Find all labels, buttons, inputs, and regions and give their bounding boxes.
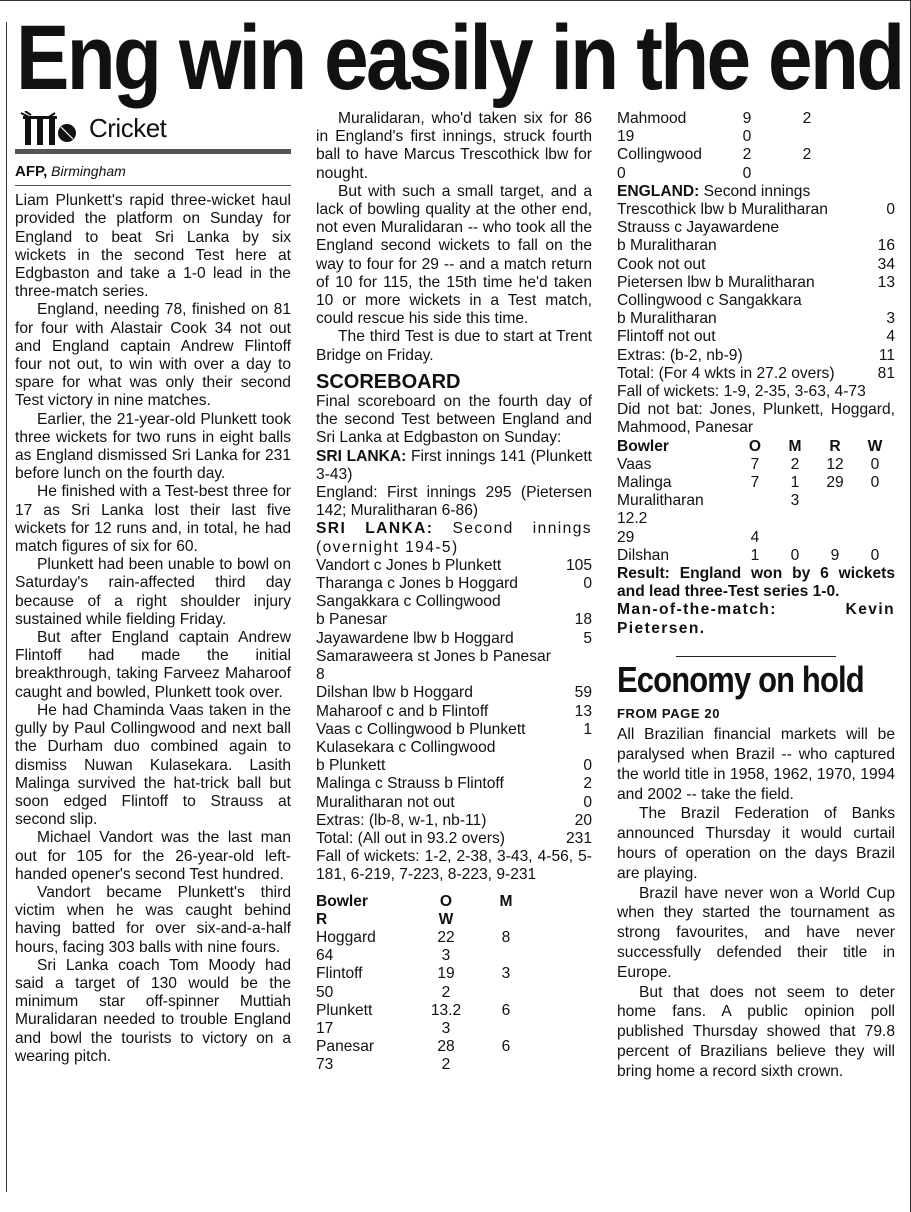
- batsman-entry: Muralitharan not out: [316, 793, 455, 811]
- story-divider: [676, 656, 836, 657]
- story-paragraph: Michael Vandort was the last man out for 105 for the 26-year-old left-handed opener's second Test hundred.: [15, 829, 291, 883]
- bowling-cell: O: [439, 892, 453, 910]
- bowling-cell: [815, 529, 855, 547]
- agency: AFP,: [15, 163, 48, 180]
- story-paragraph: Plunkett had been unable to bowl on Saturday's rain-affected third day because of a right shoulder injury sustained while fielding Friday.: [15, 556, 291, 628]
- bowling-cell: [815, 492, 855, 528]
- bowling-cell: 0: [870, 474, 880, 492]
- batsman-runs: 16: [877, 237, 895, 255]
- bowling-cell: 29: [826, 474, 844, 492]
- scoreboard-batting-row: [316, 557, 592, 575]
- batsman-entry: Tharanga c Jones b Hoggard: [316, 575, 518, 593]
- batsman-runs: 18: [574, 611, 592, 629]
- bowling-cell: [476, 911, 536, 929]
- economy-from-page: FROM PAGE 20: [617, 706, 721, 722]
- bowling-cell: 2: [441, 983, 451, 1001]
- batsman-entry: Maharoof c and b Flintoff: [316, 702, 489, 720]
- story-paragraph: He finished with a Test-best three for 17 as Sri Lanka lost their last five wickets for 12 runs and, in total, he had match figures of six for 60.: [15, 483, 291, 556]
- bowling-cell: 9: [830, 546, 840, 564]
- bowling-cell: 12: [826, 455, 844, 473]
- bowling-cell: Dilshan: [617, 546, 670, 564]
- batsman-runs: 11: [878, 346, 895, 364]
- bowling-cell: 64: [316, 947, 334, 965]
- section-rule: [15, 149, 291, 154]
- scoreboard-batting-row: [316, 575, 592, 593]
- dateline-place: Birmingham: [51, 163, 126, 179]
- batsman-runs: 20: [574, 811, 592, 829]
- batsman-runs: 0: [583, 757, 592, 775]
- bowling-cell: Hoggard: [316, 928, 376, 946]
- bowling-cell: 2: [790, 455, 800, 473]
- bowling-cell: Malinga: [617, 474, 672, 492]
- story-paragraph: The third Test is due to start at Trent Bridge on Friday.: [316, 328, 592, 364]
- man-of-the-match: Man-of-the-match: Kevin Pietersen.: [617, 601, 895, 637]
- scoreboard-batting-row: [617, 201, 895, 219]
- bowling-cell: [735, 492, 775, 528]
- left-rule: [6, 22, 7, 1192]
- batsman-runs: 13: [574, 702, 592, 720]
- bowling-cell: [775, 529, 815, 547]
- batsman-entry: Total: (For 4 wkts in 27.2 overs): [617, 364, 835, 382]
- scoreboard-batting-row: [316, 830, 592, 848]
- eng-bowling-table: [617, 438, 895, 565]
- batsman-entry: Extras: (b-2, nb-9): [617, 346, 743, 364]
- bowling-cell: 0: [617, 164, 626, 182]
- bowling-cell: 3: [441, 947, 451, 965]
- bowling-cell: W: [867, 437, 883, 455]
- bowling-cell: 3: [441, 1019, 451, 1037]
- bowling-cell: Muralitharan 12.2: [617, 492, 704, 528]
- bowling-cell: Mahmood: [617, 110, 687, 127]
- story-paragraph: Vandort became Plunkett's third victim when he was caught behind having batted for over six-and-a-half hours, facing 303 balls with nine fours.: [15, 883, 291, 956]
- batsman-runs: 4: [886, 328, 895, 346]
- batsman-entry: Collingwood c Sangakkara: [617, 292, 802, 310]
- scoreboard-batting-row: [316, 794, 592, 812]
- scoreboard-batting-row: [617, 310, 895, 328]
- eng-first-innings: England: First innings 295 (Pietersen 142; Muralitharan 6-86): [316, 484, 592, 520]
- column-2: [316, 110, 592, 1075]
- eng-fall-of-wickets: Fall of wickets: 1-9, 2-35, 3-63, 4-73: [617, 383, 866, 401]
- bowling-cell: 7: [750, 455, 760, 473]
- bowling-cell: 28: [437, 1038, 455, 1056]
- scoreboard-intro: Final scoreboard on the fourth day of the second Test between England and Sri Lanka at Edgbaston on Sunday:: [316, 393, 592, 447]
- scoreboard-batting-row: [316, 721, 592, 739]
- batsman-entry: Vandort c Jones b Plunkett: [316, 556, 502, 574]
- economy-paragraph: Brazil have never won a World Cup when they started the tournament as strong favourites, and have never successfully defended their title in Europe.: [617, 884, 895, 981]
- bowling-cell: 29: [617, 528, 635, 546]
- batsman-entry: Jayawardene lbw b Hoggard: [316, 629, 514, 647]
- story-paragraph: Earlier, the 21-year-old Plunkett took three wickets for two runs in eight balls as England dismissed Sri Lanka for 231 before lunch on the fourth day.: [15, 410, 291, 483]
- bowling-cell: 2: [802, 146, 812, 164]
- bowling-cell: Vaas: [617, 455, 652, 473]
- batsman-runs: 105: [565, 556, 592, 574]
- sl-bowling-table-continued: [617, 110, 895, 183]
- section-header: [15, 110, 291, 146]
- bowling-cell: 2: [802, 110, 812, 127]
- story-paragraph: He had Chaminda Vaas taken in the gully by Paul Collingwood and next ball the Durham duo combined again to dismiss Nuwan Kulasekara. Lasith Malinga survived the hat-trick ball but soon edged Flintoff to Strauss at second slip.: [15, 701, 291, 829]
- bowling-cell: 50: [316, 983, 334, 1001]
- bowling-cell: 1: [750, 546, 760, 564]
- bowling-cell: Bowler: [316, 892, 368, 910]
- bowling-cell: Panesar: [316, 1038, 375, 1056]
- bowling-cell: 6: [501, 1038, 511, 1056]
- bowling-cell: 73: [316, 1056, 334, 1074]
- dateline-rule: [15, 185, 291, 186]
- bowling-cell: 19: [437, 965, 455, 983]
- bowling-cell: Flintoff: [316, 965, 363, 983]
- batsman-entry: Dilshan lbw b Hoggard: [316, 684, 473, 702]
- bowling-cell: Plunkett: [316, 1001, 373, 1019]
- bowling-cell: 0: [790, 546, 800, 564]
- scoreboard-batting-row: [617, 328, 895, 346]
- bowling-cell: 4: [750, 528, 760, 546]
- bowling-cell: 3: [501, 965, 511, 983]
- sl-bowling-table: [316, 893, 592, 1075]
- bowling-cell: [777, 128, 837, 146]
- scoreboard-batting-row: [316, 648, 592, 666]
- story-paragraph: England, needing 78, finished on 81 for four with Alastair Cook 34 not out and England captain Andrew Flintoff four not out, to win with over a day to spare for what was only their second Test victory in nine matches.: [15, 301, 291, 410]
- column-3: [617, 110, 895, 1082]
- batsman-entry: Pietersen lbw b Muralitharan: [617, 273, 815, 291]
- scoreboard-batting-row: [617, 274, 895, 292]
- batsman-entry: Trescothick lbw b Muralitharan: [617, 201, 828, 219]
- bowling-cell: [476, 1056, 536, 1074]
- story-paragraph: But after England captain Andrew Flintoff had made the initial breakthrough, taking Farveez Maharoof caught and bowled, Plunkett took over.: [15, 629, 291, 701]
- bowling-cell: 0: [742, 128, 752, 146]
- story-paragraph: Sri Lanka coach Tom Moody had said a target of 130 would be the minimum star off-spinner Muttiah Muralidaran needed to trouble England and bowl the tourists to victory on a wearing pitch.: [15, 956, 291, 1065]
- scoreboard-batting-row: [617, 292, 895, 310]
- bowling-cell: M: [788, 437, 802, 455]
- sl-second-innings: SRI LANKA: Second innings (overnight 194-5): [316, 520, 592, 556]
- batsman-entry: b Panesar: [316, 611, 388, 629]
- batsman-runs: 34: [877, 255, 895, 273]
- eng-second-innings: ENGLAND: Second innings: [617, 182, 811, 200]
- batsman-runs: 0: [583, 575, 592, 593]
- scoreboard-batting-row: [316, 630, 592, 648]
- scoreboard-title: SCOREBOARD: [316, 370, 461, 393]
- batsman-runs: 2: [583, 775, 592, 793]
- batsman-runs: 0: [886, 201, 895, 219]
- scoreboard-batting-row: [617, 219, 895, 237]
- scoreboard-batting-row: [617, 347, 895, 365]
- batsman-entry: Strauss c Jayawardene: [617, 219, 780, 237]
- scoreboard-batting-row: [617, 237, 895, 255]
- batsman-entry: Vaas c Collingwood b Plunkett: [316, 720, 526, 738]
- batsman-runs: 3: [886, 310, 895, 328]
- bowling-cell: W: [438, 910, 454, 928]
- bowling-cell: [476, 984, 536, 1002]
- bowling-cell: [855, 529, 895, 547]
- bowling-cell: 3: [790, 492, 800, 510]
- batsman-entry: Cook not out: [617, 255, 706, 273]
- bowling-cell: 2: [441, 1056, 451, 1074]
- scoreboard-batting-row: [316, 666, 592, 684]
- sl-batting-list: [316, 557, 592, 848]
- batsman-runs: 1: [583, 720, 592, 738]
- bowling-cell: 22: [437, 928, 455, 946]
- bowling-cell: 17: [316, 1019, 334, 1037]
- bowling-cell: [476, 947, 536, 965]
- bowling-cell: R: [316, 910, 328, 928]
- bowling-cell: 19: [617, 128, 635, 146]
- batsman-entry: Total: (All out in 93.2 overs): [316, 829, 505, 847]
- did-not-bat: Did not bat: Jones, Plunkett, Hoggard, Mahmood, Panesar: [617, 401, 895, 437]
- bowling-cell: 8: [501, 928, 511, 946]
- story-paragraph: Liam Plunkett's rapid three-wicket haul provided the platform on Sunday for England to beat Sri Lanka by six wickets in the second Test here at Edgbaston and take a 1-0 lead in the three-match series.: [15, 192, 291, 301]
- headline: Eng win easily in the end: [16, 7, 903, 109]
- batsman-entry: 8: [316, 666, 325, 684]
- scoreboard-batting-row: [617, 256, 895, 274]
- batsman-entry: Malinga c Strauss b Flintoff: [316, 775, 504, 793]
- section-label: Cricket: [89, 112, 167, 143]
- cricket-stumps-icon: [15, 111, 87, 145]
- batsman-entry: b Muralitharan: [617, 310, 717, 328]
- bowling-cell: [855, 492, 895, 528]
- scoreboard-batting-row: [316, 611, 592, 629]
- bowling-cell: O: [748, 437, 762, 455]
- batsman-runs: 13: [877, 273, 895, 291]
- bowling-cell: M: [499, 892, 513, 910]
- story-paragraph: But with such a small target, and a lack of bowling quality at the other end, not even Muralidaran -- who took all the England second wickets to fall on the way to four for 29 -- and a match return of 10 for 115, the 15th time he'd taken 10 or more wickets in a Test match, could rescue his side this time.: [316, 182, 592, 328]
- match-result: Result: England won by 6 wickets and lead three-Test series 1-0.: [617, 565, 895, 601]
- batsman-entry: Extras: (lb-8, w-1, nb-11): [316, 811, 487, 829]
- bowling-cell: 0: [870, 455, 880, 473]
- bowling-cell: 1: [790, 474, 800, 492]
- batsman-entry: Sangakkara c Collingwood: [316, 593, 501, 611]
- scoreboard-batting-row: [316, 593, 592, 611]
- economy-paragraph: All Brazilian financial markets will be paralysed when Brazil -- who captured the world title in 1958, 1962, 1970, 1994 and 2002 -- take the field.: [617, 726, 895, 803]
- economy-story: [617, 725, 895, 1081]
- batsman-runs: 231: [565, 829, 592, 847]
- bowling-cell: R: [829, 437, 841, 455]
- bowling-cell: 2: [742, 146, 752, 164]
- sl-first-innings: SRI LANKA: First innings 141 (Plunkett 3-43): [316, 447, 593, 483]
- batsman-runs: 0: [583, 793, 592, 811]
- economy-paragraph: The Brazil Federation of Banks announced Thursday it would curtail hours of operation on the days Brazil are playing.: [617, 805, 895, 882]
- dateline: [15, 162, 291, 181]
- bowling-cell: Bowler: [617, 437, 669, 455]
- batsman-entry: Flintoff not out: [617, 328, 716, 346]
- bowling-cell: Collingwood: [617, 146, 702, 164]
- batsman-entry: Samaraweera st Jones b Panesar: [316, 647, 551, 665]
- scoreboard-batting-row: [316, 812, 592, 830]
- economy-paragraph: But that does not seem to deter home fans. A public opinion poll published Thursday showed that 79.8 percent of Brazilians believe they will bring home a record sixth crown.: [617, 983, 895, 1080]
- bowling-cell: 0: [870, 546, 880, 564]
- bowling-cell: 7: [750, 474, 760, 492]
- batsman-runs: 5: [583, 629, 592, 647]
- batsman-runs: 59: [574, 684, 592, 702]
- bowling-cell: 0: [742, 164, 752, 182]
- scoreboard-batting-row: [617, 365, 895, 383]
- batsman-entry: b Plunkett: [316, 757, 386, 775]
- economy-headline: Economy on hold: [617, 658, 864, 700]
- bowling-cell: 9: [742, 110, 752, 127]
- bowling-cell: [777, 165, 837, 183]
- scoreboard-batting-row: [316, 739, 592, 757]
- batsman-runs: 81: [877, 364, 895, 382]
- scoreboard-batting-row: [316, 684, 592, 702]
- scoreboard-batting-row: [316, 775, 592, 793]
- scoreboard-batting-row: [316, 757, 592, 775]
- scoreboard-batting-row: [316, 703, 592, 721]
- column-1: [15, 110, 291, 1066]
- eng-batting-list: [617, 201, 895, 383]
- bowling-cell: 13.2: [430, 1001, 462, 1019]
- batsman-entry: Kulasekara c Collingwood: [316, 738, 496, 756]
- sl-fall-of-wickets: Fall of wickets: 1-2, 2-38, 3-43, 4-56, 5-181, 6-219, 7-223, 8-223, 9-231: [316, 848, 592, 884]
- story-paragraph: Muralidaran, who'd taken six for 86 in England's first innings, struck fourth ball to have Marcus Trescothick lbw for nought.: [316, 110, 592, 182]
- bowling-cell: 6: [501, 1001, 511, 1019]
- bowling-cell: [476, 1020, 536, 1038]
- batsman-entry: b Muralitharan: [617, 237, 717, 255]
